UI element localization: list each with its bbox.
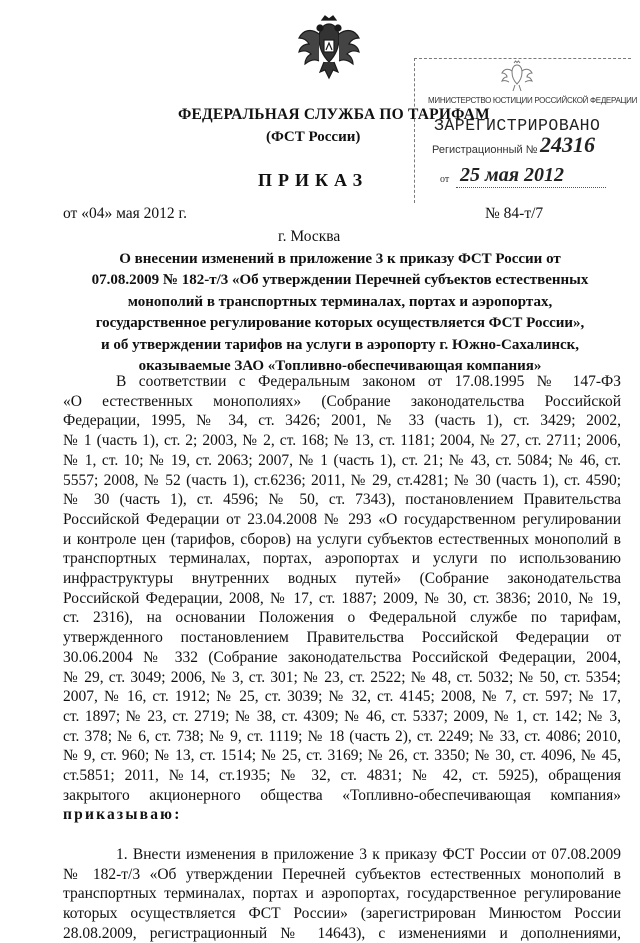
title-line: монополий в транспортных терминалах, портах и аэропортах, (127, 293, 553, 310)
body-line: ст. 1897; № 23, ст. 2719; № 38, ст. 4309; № 46, ст. 5337; 2009, № 1, ст. 142; № 3, (63, 707, 621, 725)
item1-line: 28.08.2009, регистрационный № 14643), с изменениями и дополнениями, (63, 924, 621, 942)
body-line: и контроле цен (тарифов, сборов) на услуги субъектов естественных монополий в (63, 530, 621, 548)
body-line: № 29, ст. 3049; 2006, № 3, ст. 301; № 23, ст. 2522; № 48, ст. 5032; № 50, ст. 5354; (63, 668, 621, 686)
stamp-registered-text: ЗАРЕГИСТРИРОВАНО (434, 116, 601, 135)
stamp-emblem-icon (500, 60, 534, 94)
agency-abbreviation: (ФСТ России) (266, 129, 361, 145)
body-line: ст. 378; № 6, ст. 738; № 9, ст. 1119; № 18 (часть 2), ст. 2249; № 33, ст. 4086; 2010, (63, 727, 621, 745)
stamp-registration-label: Регистрационный № (432, 144, 538, 156)
order-body (63, 372, 621, 943)
title-line: О внесении изменений в приложение 3 к приказу ФСТ России от (119, 251, 561, 267)
decree-word: приказываю: (63, 806, 182, 824)
agency-name: ФЕДЕРАЛЬНАЯ СЛУЖБА ПО ТАРИФАМ (178, 106, 490, 123)
body-line: Федерации, 1995, № 34, ст. 3426; 2001, № 33 (часть 1), ст. 3429; 2002, (63, 412, 621, 430)
body-line: закрытого акционерного общества «Топливно-обеспечивающая компания» (63, 786, 621, 804)
body-line: 2007, № 16, ст. 1912; № 25, ст. 3039; № 32, ст. 4145; 2008, № 7, ст. 597; № 17, (63, 688, 621, 706)
body-line: В соответствии с Федеральным законом от 17.08.1995 № 147-ФЗ (116, 373, 621, 390)
body-line: № 9, ст. 960; № 13, ст. 1514; № 25, ст. 3169; № 26, ст. 3350; № 30, ст. 4096, № 45, (63, 747, 621, 765)
body-line: Российской Федерации, 2008, № 17, ст. 1887; 2009, № 30, ст. 3836; 2010, № 19, (63, 589, 621, 607)
stamp-registration-date: 25 мая 2012 (460, 164, 565, 186)
item1-line: транспортных терминалах, портах и аэропортах, государственное регулирование (63, 885, 621, 903)
item1-line: которых осуществляется ФСТ России» (зарегистрирован Минюстом России (63, 904, 621, 922)
order-title (60, 249, 620, 377)
stamp-registration-number: 24316 (540, 132, 595, 157)
body-line: № 30 (часть 1), ст. 4596; № 50, ст. 7343), постановлением Правительства (63, 491, 621, 509)
item1-line: 1. Внести изменения в приложение 3 к приказу ФСТ России от 07.08.2009 (116, 845, 621, 863)
order-date: от «04» мая 2012 г. (63, 205, 188, 222)
stamp-date-prefix: от (440, 174, 450, 185)
body-line: 5557; 2008, № 52 (часть 1), ст.6236; 2011, № 29, ст.4281; № 30 (часть 1), ст. 4590; (63, 471, 621, 489)
order-city: г. Москва (278, 228, 341, 245)
body-line: № 1 (часть 1), ст. 2; 2003, № 2, ст. 168; № 13, ст. 1181; 2004, № 27, ст. 2711; 2006, (63, 432, 621, 450)
paragraph-spacer (63, 825, 621, 845)
item1-line: № 182-т/3 «Об утверждении Перечней субъектов естественных монополий в (63, 865, 621, 883)
body-line: № 1, ст. 10; № 19, ст. 2063; 2007, № 1 (часть 1), ст. 21; № 43, ст. 5084; № 46, ст. (63, 451, 621, 469)
body-line: транспортных терминалах, портах, аэропортах и услуги по использованию (63, 550, 621, 568)
title-line: и об утверждении тарифов на услуги в аэропорту г. Южно-Сахалинск, (100, 336, 580, 353)
registration-stamp (414, 58, 638, 208)
stamp-ministry-text: МИНИСТЕРСТВО ЮСТИЦИИ РОССИЙСКОЙ ФЕДЕРАЦИИ (428, 96, 638, 105)
body-line: «О естественных монополиях» (Собрание законодательства Российской (63, 392, 621, 410)
state-emblem-icon (296, 14, 362, 86)
body-line: ст.5851; 2011, №14, ст.1935; № 32, ст. 4831; № 42, ст. 5925), обращения (63, 767, 621, 785)
stamp-date-underline (456, 187, 606, 188)
body-line: 30.06.2004 № 332 (Собрание законодательства Российской Федерации, 2004, (63, 648, 621, 666)
body-line: Российской Федерации от 23.04.2008 № 293 «О государственном регулировании (63, 510, 621, 528)
order-number: № 84-т/7 (485, 205, 544, 222)
body-line: ст. 2316), на основании Положения о Федеральной службе по тарифам, (63, 609, 621, 627)
title-line: оказываемые ЗАО «Топливно-обеспечивающая компания» (138, 358, 542, 375)
body-line: инфраструктуры внутренних водных путей» (Собрание законодательства (63, 570, 621, 588)
title-line: 07.08.2009 № 182-т/3 «Об утверждении Перечней субъектов естественных (91, 272, 589, 289)
title-line: государственное регулирование которых осуществляется ФСТ России», (95, 315, 585, 332)
document-type: ПРИКАЗ (258, 170, 369, 190)
body-line: утвержденного постановлением Правительства Российской Федерации от (63, 629, 621, 647)
